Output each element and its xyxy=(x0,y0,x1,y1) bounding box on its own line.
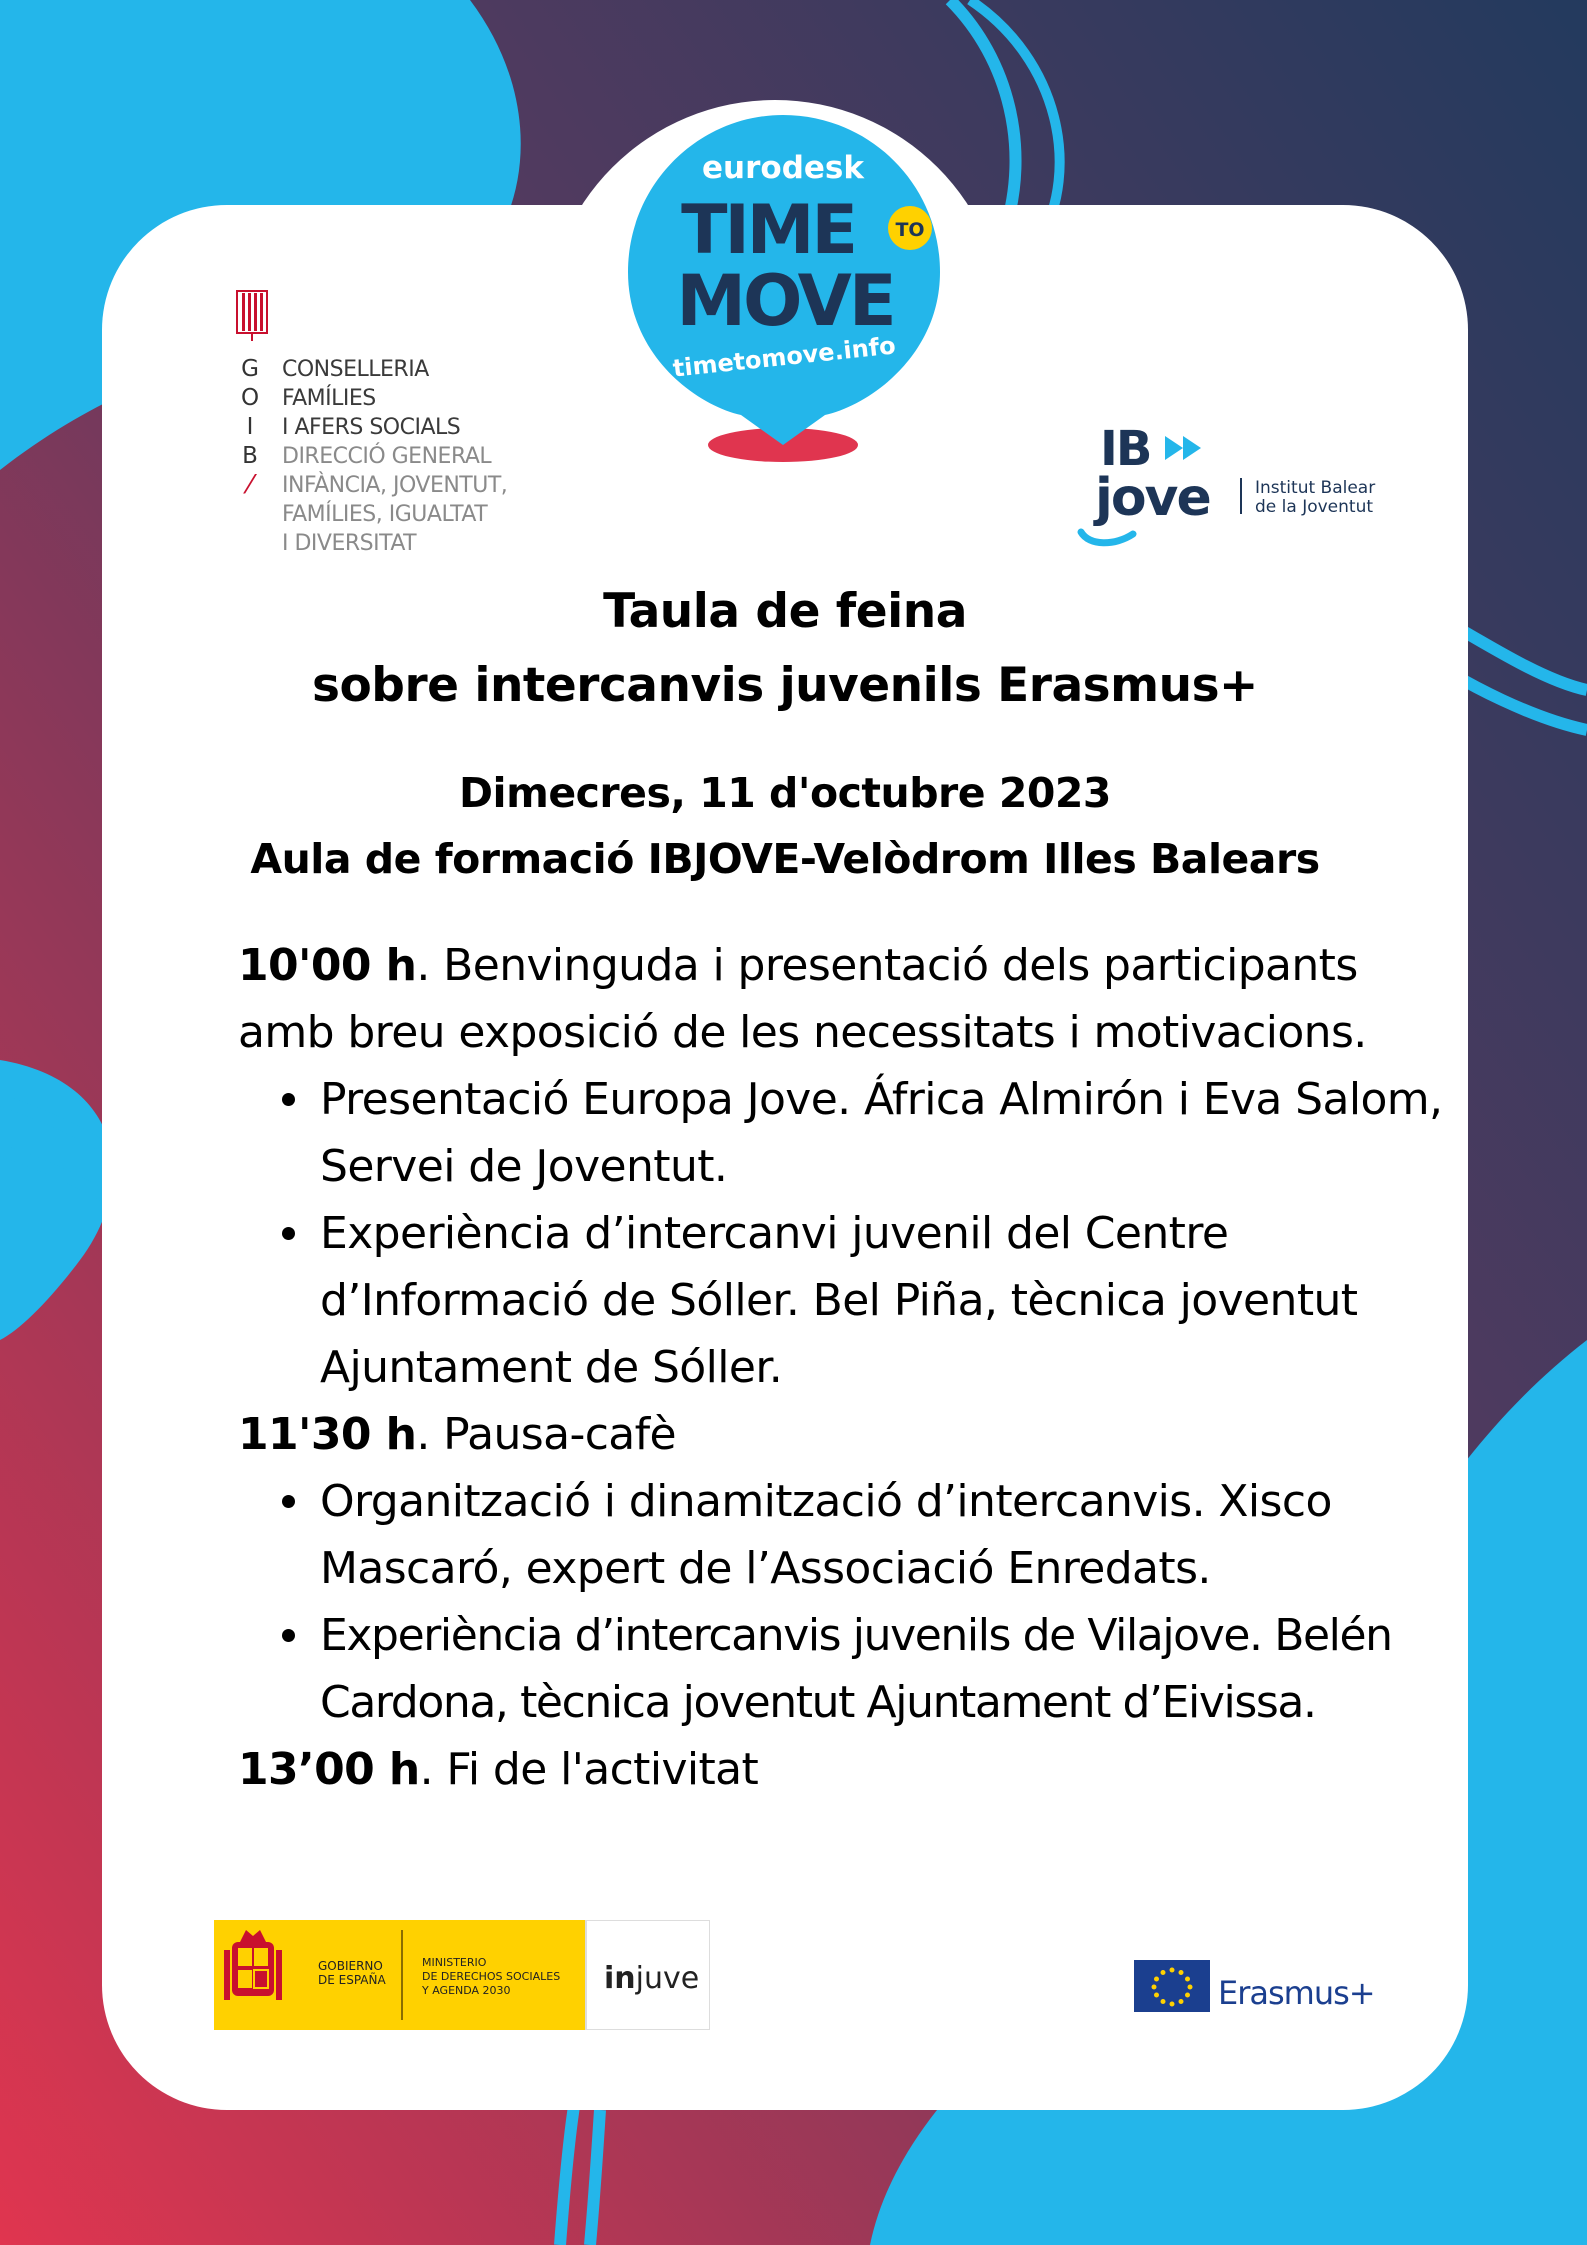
ibjove-swoosh xyxy=(1081,532,1133,543)
goib-emblem-icon xyxy=(236,290,268,342)
goib-letter: O xyxy=(240,385,260,411)
agenda-time: 13’00 h xyxy=(238,1744,420,1795)
ttm-line2: MOVE xyxy=(676,260,894,342)
goib-line: CONSELLERIA xyxy=(282,357,429,382)
ibjove-logo xyxy=(1075,420,1395,560)
goib-line: I AFERS SOCIALS xyxy=(282,415,461,440)
government-injuve-logo xyxy=(214,1920,710,2030)
agenda xyxy=(238,932,1448,1803)
agenda-item: Presentació Europa Jove. África Almirón i Eva Salom, Servei de Joventut. xyxy=(320,1066,1448,1200)
agenda-item: Organització i dinamització d’intercanvis. Xisco Mascaró, expert de l’Associació Enredats. xyxy=(320,1468,1448,1602)
agenda-list xyxy=(238,1066,1448,1401)
goib-letter: G xyxy=(241,356,259,382)
ttm-brand: eurodesk xyxy=(702,150,864,186)
ttm-to: TO xyxy=(895,219,925,241)
event-venue: Aula de formació IBJOVE-Velòdrom Illes Balears xyxy=(250,835,1320,883)
goib-letter: I xyxy=(246,414,254,440)
ibjove-mark-top: IB xyxy=(1100,421,1151,477)
goib-line: DIRECCIÓ GENERAL xyxy=(282,444,492,469)
erasmus-logo xyxy=(1132,1958,1392,2016)
ttm-url: timetomove.info xyxy=(671,331,897,383)
gobierno-line2: DE ESPAÑA xyxy=(318,1973,386,1987)
page-title xyxy=(102,575,1468,723)
title-line: sobre intercanvis juvenils Erasmus+ xyxy=(312,658,1258,713)
agenda-text: . Fi de l'activitat xyxy=(419,1744,759,1795)
ttm-line1: TIME xyxy=(681,191,855,270)
agenda-block xyxy=(238,1401,1448,1468)
goib-letter: B xyxy=(242,443,258,469)
event-date: Dimecres, 11 d'octubre 2023 xyxy=(459,769,1111,817)
agenda-time: 10'00 h xyxy=(238,940,417,991)
goib-line: I DIVERSITAT xyxy=(282,531,417,556)
ministerio-line3: Y AGENDA 2030 xyxy=(422,1984,511,1997)
agenda-time: 11'30 h xyxy=(238,1409,417,1460)
injuve-wordmark: injuve xyxy=(604,1961,700,1996)
ministerio-line1: MINISTERIO xyxy=(422,1956,487,1969)
erasmus-wordmark: Erasmus+ xyxy=(1218,1974,1375,2012)
goib-line: INFÀNCIA, JOVENTUT, xyxy=(282,473,508,498)
agenda-list xyxy=(238,1468,1448,1736)
gobierno-line1: GOBIERNO xyxy=(318,1959,383,1973)
goib-slash-icon: ⁄ xyxy=(247,470,253,500)
goib-line: FAMÍLIES, IGUALTAT xyxy=(282,502,488,527)
goib-line: FAMÍLIES xyxy=(282,386,376,411)
agenda-block xyxy=(238,932,1448,1066)
agenda-item: Experiència d’intercanvis juvenils de Vilajove. Belén Cardona, tècnica joventut Ajuntament d’Eivissa. xyxy=(320,1602,1448,1736)
fast-forward-icon xyxy=(1165,436,1201,460)
time-to-move-logo xyxy=(620,115,950,465)
event-details xyxy=(102,760,1468,892)
agenda-block xyxy=(238,1736,1448,1803)
goib-letters xyxy=(240,355,260,500)
goib-text xyxy=(282,355,507,558)
ministerio-line2: DE DERECHOS SOCIALES xyxy=(422,1970,561,1983)
title-line: Taula de feina xyxy=(603,584,967,639)
ibjove-mark-bottom: jove xyxy=(1095,468,1210,528)
agenda-text: . Benvinguda i presentació dels participants amb breu exposició de les necessitats i motivacions. xyxy=(238,940,1367,1058)
agenda-item: Experiència d’intercanvi juvenil del Centre d’Informació de Sóller. Bel Piña, tècnica joventut Ajuntament de Sóller. xyxy=(320,1200,1448,1401)
ibjove-text-line2: de la Joventut xyxy=(1255,497,1374,517)
agenda-text: . Pausa-cafè xyxy=(416,1409,677,1460)
ibjove-text-line1: Institut Balear xyxy=(1255,478,1376,498)
